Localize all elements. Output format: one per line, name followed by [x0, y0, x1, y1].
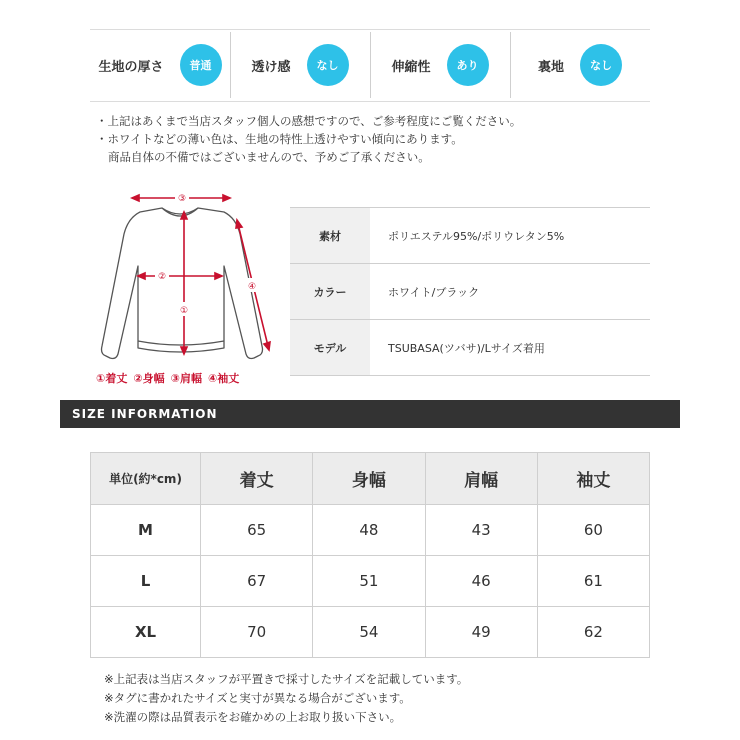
spec-value: ホワイト/ブラック: [370, 264, 650, 320]
attribute-label: 伸縮性: [391, 59, 431, 75]
spec-key: 素材: [290, 208, 370, 264]
size-information-header: SIZE INFORMATION: [60, 400, 680, 428]
unit-label: 単位(約*cm): [91, 453, 201, 505]
footnote-line: ※上記表は当店スタッフが平置きで採寸したサイズを記載しています。: [104, 672, 469, 686]
size-value: 54: [313, 607, 425, 658]
size-value: 49: [425, 607, 537, 658]
fabric-notes: [96, 112, 521, 166]
product-spec-table: [290, 207, 650, 376]
size-value: 67: [201, 556, 313, 607]
spec-row: [290, 208, 650, 264]
size-value: 43: [425, 505, 537, 556]
attribute-stretch: [370, 30, 510, 100]
attribute-thickness: [90, 30, 230, 100]
size-table-header: [91, 453, 650, 505]
legend-item: ①着丈: [96, 372, 128, 385]
size-value: 48: [313, 505, 425, 556]
size-label: XL: [91, 607, 201, 658]
sweater-outline: [102, 208, 263, 359]
spec-value: TSUBASA(ツバサ)/Lサイズ着用: [370, 320, 650, 376]
measurement-legend: [96, 370, 239, 386]
mark-3: ③: [177, 194, 187, 204]
spec-key: モデル: [290, 320, 370, 376]
note-line: 商品自体の不備ではございませんので、予めご了承ください。: [108, 150, 430, 164]
sweater-measurement-diagram: [92, 186, 272, 386]
column-header: 身幅: [313, 453, 425, 505]
attribute-badge: なし: [580, 44, 622, 86]
size-table: [90, 452, 650, 658]
attribute-sheerness: [230, 30, 370, 100]
size-value: 61: [537, 556, 649, 607]
spec-row: [290, 264, 650, 320]
size-value: 51: [313, 556, 425, 607]
table-row: [91, 607, 650, 658]
attribute-badge: あり: [447, 44, 489, 86]
size-label: L: [91, 556, 201, 607]
fabric-attributes: [90, 30, 650, 100]
mark-1: ①: [179, 306, 189, 316]
table-row: [91, 505, 650, 556]
mark-4: ④: [247, 282, 257, 292]
note-line: ・ホワイトなどの薄い色は、生地の特性上透けやすい傾向にあります。: [96, 132, 463, 146]
size-value: 70: [201, 607, 313, 658]
mark-2: ②: [157, 272, 167, 282]
legend-item: ③肩幅: [170, 372, 202, 385]
size-value: 62: [537, 607, 649, 658]
spec-value: ポリエステル95%/ポリウレタン5%: [370, 208, 650, 264]
note-line: ・上記はあくまで当店スタッフ個人の感想ですので、ご参考程度にご覧ください。: [96, 114, 522, 128]
attribute-lining: [510, 30, 650, 100]
size-value: 60: [537, 505, 649, 556]
size-value: 46: [425, 556, 537, 607]
column-header: 肩幅: [425, 453, 537, 505]
spec-key: カラー: [290, 264, 370, 320]
attribute-label: 生地の厚さ: [98, 59, 164, 75]
size-footnotes: [104, 670, 468, 727]
size-label: M: [91, 505, 201, 556]
legend-item: ②身幅: [133, 372, 165, 385]
size-value: 65: [201, 505, 313, 556]
legend-item: ④袖丈: [207, 372, 240, 385]
column-header: 袖丈: [537, 453, 649, 505]
attribute-badge: なし: [307, 44, 349, 86]
attributes-bottom-rule: [90, 101, 650, 102]
column-header: 着丈: [201, 453, 313, 505]
footnote-line: ※タグに書かれたサイズと実寸が異なる場合がございます。: [104, 691, 411, 705]
table-row: [91, 556, 650, 607]
attribute-label: 裏地: [537, 59, 564, 75]
footnote-line: ※洗濯の際は品質表示をお確かめの上お取り扱い下さい。: [104, 710, 402, 724]
attribute-label: 透け感: [251, 59, 291, 75]
spec-row: [290, 320, 650, 376]
attribute-badge: 普通: [180, 44, 222, 86]
